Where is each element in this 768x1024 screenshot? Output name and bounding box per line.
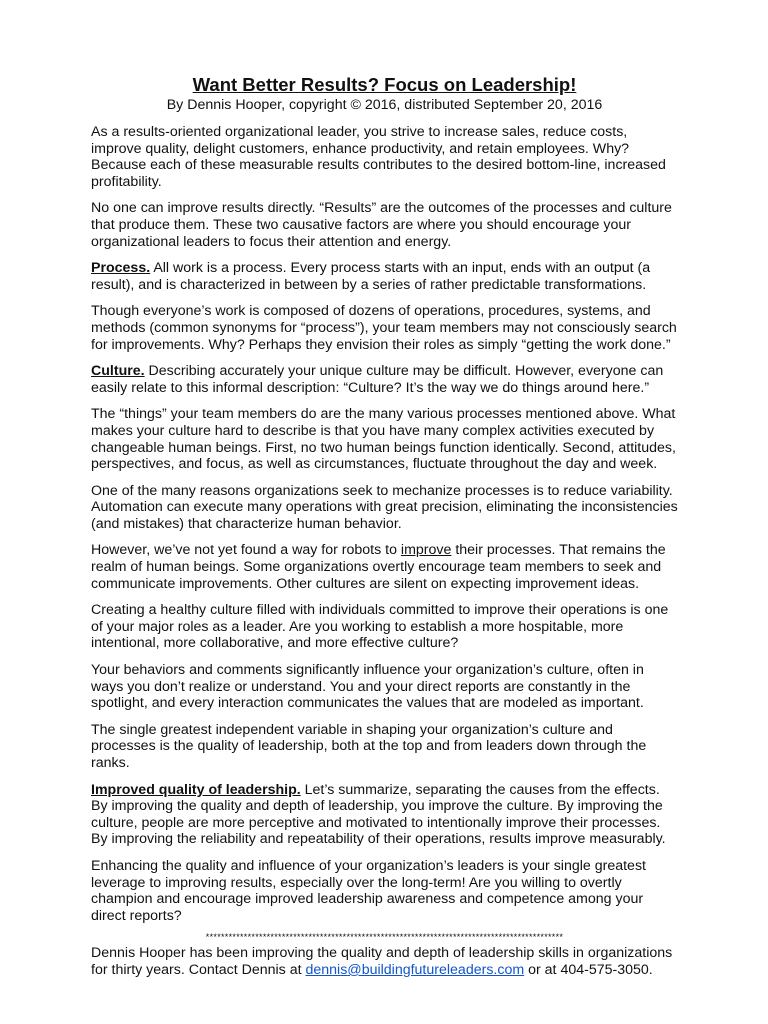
- improve-underlined: improve: [400, 542, 452, 559]
- author-bio: [91, 945, 678, 978]
- document-title: Want Better Results? Focus on Leadership!: [192, 74, 577, 95]
- robots-before: However, we’ve not yet found a way for robots to: [91, 542, 401, 559]
- paragraph-enhancing: Enhancing the quality and influence of your organization’s leaders is your single greatest leverage to improving results, especially over the long-term! Are you willing to overtly champion and encourage improved leadership awareness and competence among your direct reports?: [91, 857, 646, 924]
- paragraph-healthy-culture: Creating a healthy culture filled with individuals committed to improve their operations is one of your major roles as a leader. Are you working to establish a more hospitable, more intentional, more collaborative, and more effective culture?: [91, 602, 669, 652]
- heading-culture: Culture.: [91, 363, 145, 380]
- paragraph-behaviors: Your behaviors and comments significantly influence your organization’s culture, often in ways you don’t realize or understand. You and your direct reports are constantly in the spotlight, and every interaction communicates the values that are modeled as important.: [91, 662, 644, 712]
- paragraph-intro: As a results-oriented organizational leader, you strive to increase sales, reduce costs, improve quality, delight customers, enhance productivity, and retain employees. Why? Because each of these measurable results contributes to the desired bottom-line, increased profitability.: [91, 124, 666, 190]
- process-body: All work is a process. Every process starts with an input, ends with an output (a result), and is characterized in between by a series of rather predictable transformations.: [91, 260, 651, 293]
- paragraph-automation: One of the many reasons organizations seek to mechanize processes is to reduce variability. Automation can execute many operations with great precision, eliminating the inconsistencies (and mistakes) that characterize human behavior.: [91, 482, 678, 532]
- culture-body: Describing accurately your unique culture may be difficult. However, everyone can easily relate to this informal description: “Culture? It’s the way we do things around here.”: [91, 363, 664, 396]
- email-link[interactable]: dennis@buildingfutureleaders.com: [305, 961, 525, 978]
- heading-improved-quality: Improved quality of leadership.: [91, 781, 301, 798]
- paragraph-variable: The single greatest independent variable in shaping your organization’s culture and processes is the quality of leadership, both at the top and from leaders down through the ranks.: [91, 721, 647, 771]
- heading-process: Process.: [91, 260, 151, 277]
- paragraph-robots: [91, 542, 678, 592]
- bio-text: Dennis Hooper has been improving the quality and depth of leadership skills in organizations for thirty years. Contact Dennis at: [91, 945, 673, 978]
- improved-quality-body: Let’s summarize, separating the causes from the effects. By improving the quality and depth of leadership, you improve the culture. By improving the culture, people are more perceptive and motivated to intentionally improve their processes. By improving the reliability and repeatability of their operations, results improve measurably.: [91, 781, 666, 848]
- separator-line: **********************************************************************************************: [205, 932, 564, 943]
- paragraph-operations: Though everyone’s work is composed of dozens of operations, procedures, systems, and methods (common synonyms for “process”), your team members may not consciously search for improvements. Why? Perhaps they envision their roles as simply “getting the work done.”: [91, 303, 677, 353]
- bio-phone: or at 404-575-3050.: [524, 961, 653, 978]
- paragraph-improved-quality: [91, 782, 678, 848]
- paragraph-process: [91, 260, 678, 293]
- robots-after: their processes. That remains the realm of human beings. Some organizations overtly encourage team members to seek and communicate improvements. Other cultures are silent on expecting improvement ideas.: [91, 542, 666, 592]
- paragraph-culture: [91, 363, 678, 396]
- paragraph-results: No one can improve results directly. “Results” are the outcomes of the processes and culture that produce them. These two causative factors are where you should encourage your organizational leaders to focus their attention and energy.: [91, 200, 672, 250]
- paragraph-things: The “things” your team members do are the many various processes mentioned above. What makes your culture hard to describe is that you have many complex activities executed by changeable human beings. First, no two human beings function identically. Second, attitudes, perspectives, and focus, as well as circumstances, fluctuate throughout the day and week.: [91, 406, 676, 473]
- byline: By Dennis Hooper, copyright © 2016, distributed September 20, 2016: [166, 97, 603, 113]
